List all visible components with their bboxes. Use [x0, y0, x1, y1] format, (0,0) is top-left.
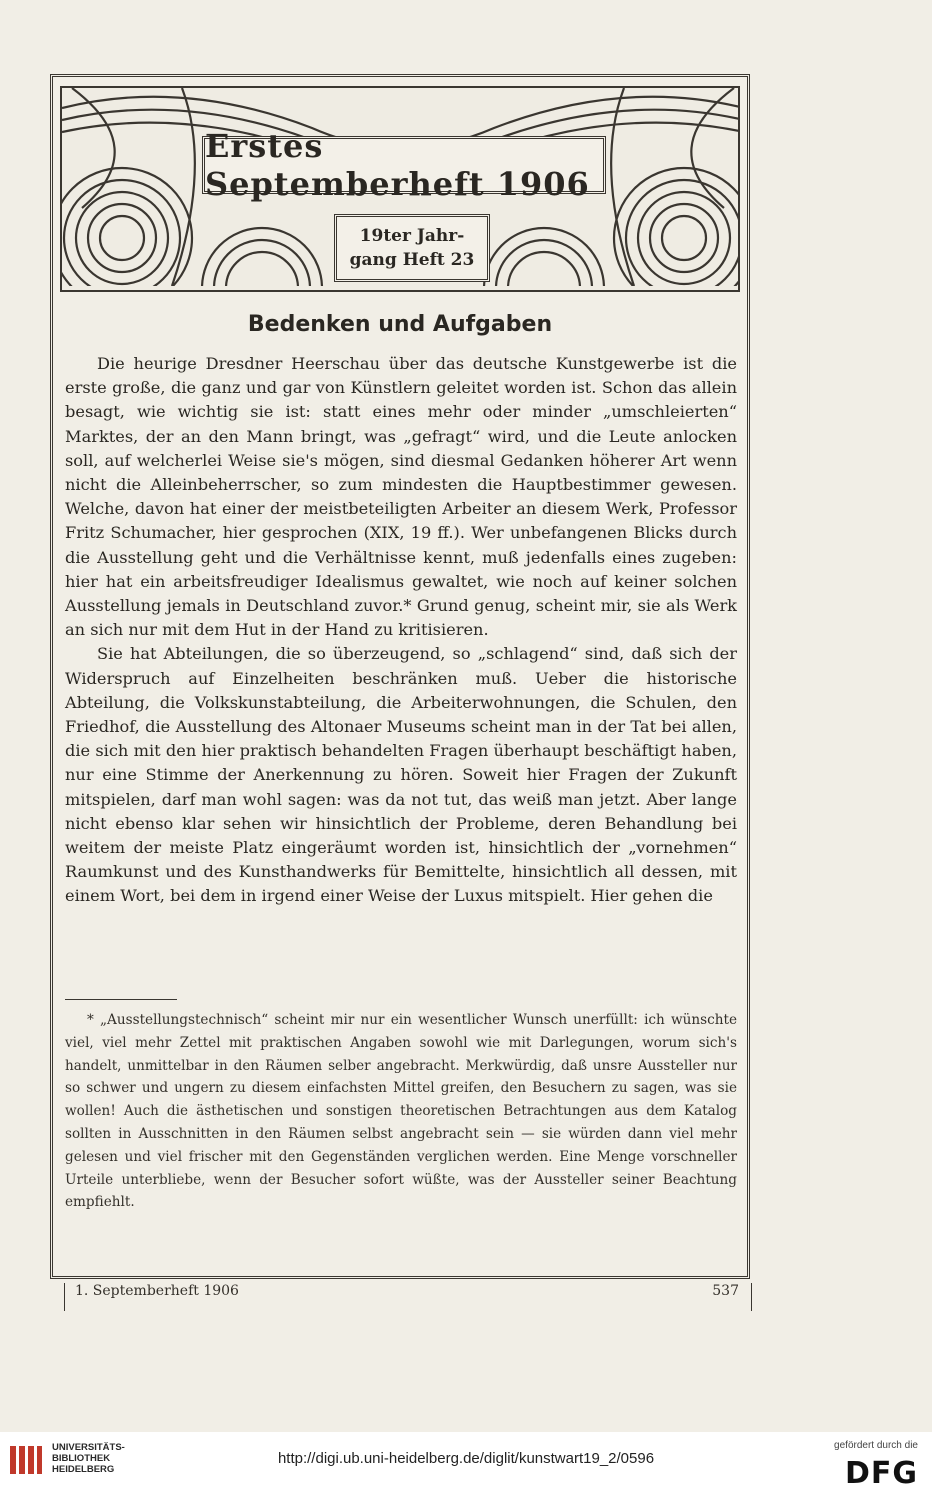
footer-issue: 1. Septemberheft 1906	[75, 1283, 239, 1299]
footnote	[65, 1009, 737, 1214]
article-heading: Bedenken und Aufgaben	[247, 312, 553, 337]
dfg-logo: DFG	[844, 1456, 918, 1491]
footnote-divider	[65, 999, 177, 1000]
permalink-url[interactable]: http://digi.ub.uni-heidelberg.de/diglit/kunstwart19_2/0596	[277, 1450, 655, 1467]
ornamental-header	[60, 86, 740, 292]
volume-label	[334, 214, 490, 282]
footnote-text: * „Ausstellungstechnisch“ scheint mir nur ein wesentlicher Wunsch unerfüllt: ich wünschte viel, viel mehr Zettel mit praktischen Angaben sowohl wie mit Darlegungen, worum sich's handelt, unmittelbar in den Räumen selber angebracht. Merkwürdig, daß unsre Aussteller nur so schwer und ungern zu diesem einfachsten Mittel greifen, den Besuchern zu sagen, was sie wollen! Auch die ästhetischen und sonstigen theoretischen Betrachtungen aus dem Katalog sollten in Ausschnitten in den Räumen selbst angebracht sein — sie würden dann viel mehr gelesen und viel frischer mit den Gegenständen verglichen werden. Eine Menge vorschneller Urteile unterbliebe, wenn der Besucher sofort wüßte, was der Aussteller seiner Beachtung empfiehlt.	[65, 1012, 737, 1211]
page-footer	[64, 1283, 752, 1311]
page-frame	[50, 74, 750, 1279]
funding-note: gefördert durch die	[834, 1440, 918, 1451]
page-number: 537	[712, 1283, 739, 1299]
library-line-1: UNIVERSITÄTS-	[52, 1442, 125, 1453]
library-line-2: BIBLIOTHEK	[52, 1453, 111, 1464]
volume-line-1: 19ter Jahr-	[359, 226, 465, 246]
viewer-bottom-bar	[0, 1432, 932, 1499]
library-line-3: HEIDELBERG	[52, 1464, 115, 1475]
issue-title: Erstes Septemberheft 1906	[202, 136, 606, 194]
paragraph-2: Sie hat Abteilungen, die so überzeugend, so „schlagend“ sind, daß sich der Widerspruch auf Einzelheiten beschränken muß. Ueber die historische Abteilung, die Volkskunstabteilung, die Arbeiterwohnungen, die Schulen, den Friedhof, die Ausstellung des Altonaer Museums scheint man in der Tat bei allen, die sich mit den hier praktisch behandelten Fragen überhaupt beschäftigt haben, nur eine Stimme der Anerkennung zu hören. Soweit hier Fragen der Zukunft mitspielen, darf man wohl sagen: was da not tut, das weiß man jetzt. Aber lange nicht ebenso klar sehen wir hinsichtlich der Probleme, deren Behandlung bei weitem der meiste Platz eingeräumt worden ist, hinsichtlich der „vornehmen“ Raumkunst und des Kunsthandwerks für Bemittelte, hinsichtlich all dessen, mit einem Wort, bei dem in irgend einer Weise der Luxus mitspielt. Hier gehen die	[65, 644, 737, 906]
article-body	[65, 352, 737, 909]
paragraph-1: Die heurige Dresdner Heerschau über das deutsche Kunstgewerbe ist die erste große, die ganz und gar von Künstlern geleitet worden ist. Schon das allein besagt, wie wichtig sie ist: statt eines mehr oder minder „umschleierten“ Marktes, der an den Mann bringt, was „gefragt“ wird, und die Leute anlocken soll, auf welcherlei Weise sie's mögen, sind diesmal Gedanken höherer Art wenn nicht die Alleinbeherrscher, so zum mindesten die Hauptbestimmer gewesen. Welche, davon hat einer der meistbeteiligten Arbeiter an diesem Werk, Professor Fritz Schumacher, hier gesprochen (XIX, 19 ff.). Wer unbefangenen Blicks durch die Ausstellung geht und die Verhältnisse kennt, muß jedenfalls eines zugeben: hier hat ein arbeitsfreudiger Idealismus gewaltet, wie noch auf keiner solchen Ausstellung jemals in Deutschland zuvor.* Grund genug, scheint mir, sie als Werk an sich nur mit dem Hut in der Hand zu kritisieren.	[65, 354, 737, 640]
volume-line-2: gang Heft 23	[349, 250, 475, 270]
